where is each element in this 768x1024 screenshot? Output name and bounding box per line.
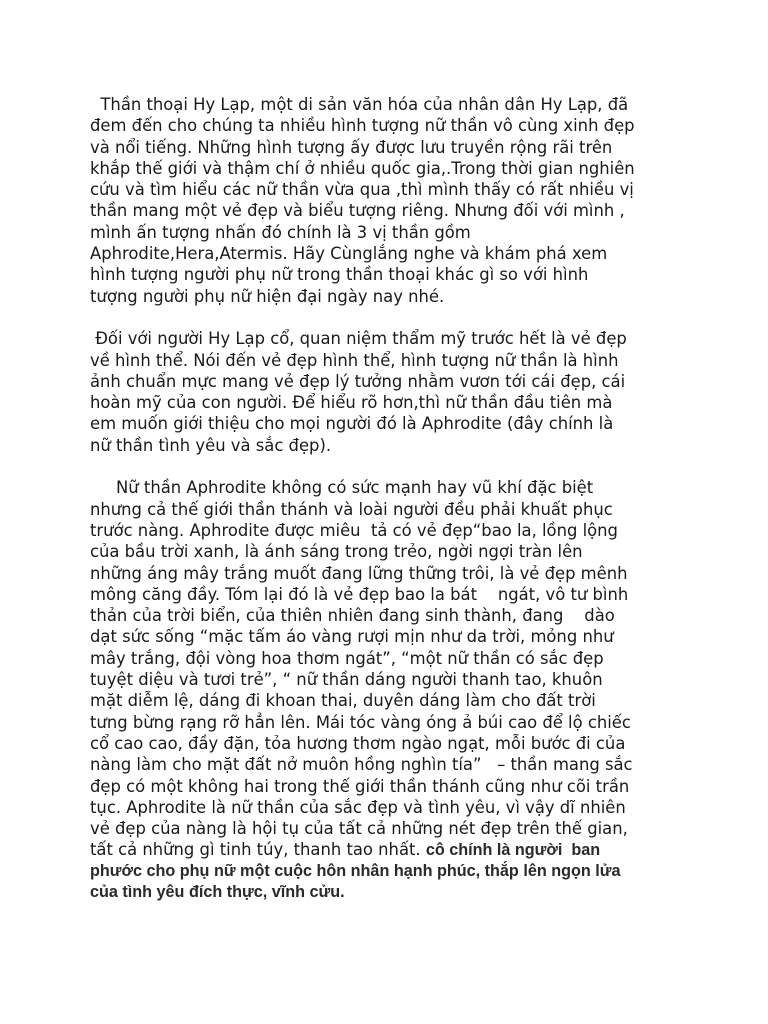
text-line: những áng mây trắng muốt đang lững thững trôi, là vẻ đẹp mênh: [90, 563, 628, 583]
text-line: và nổi tiếng. Những hình tượng ấy được lưu truyền rộng rãi trên: [90, 137, 613, 157]
text-line: khắp thế giới và thậm chí ở nhiều quốc gia,.Trong thời gian nghiên: [90, 158, 635, 178]
bold-text-segment: cô chính là người ban: [425, 841, 601, 860]
bold-text-line: phước cho phụ nữ một cuộc hôn nhân hạnh phúc, thắp lên ngọn lửa: [90, 861, 621, 880]
text-line: ảnh chuẩn mực mang vẻ đẹp lý tưởng nhằm vươn tới cái đẹp, cái: [90, 371, 626, 391]
paragraph-spacer: [90, 456, 686, 477]
text-line: mông căng đầy. Tóm lại đó là vẻ đẹp bao la bát ngát, vô tư bình: [90, 584, 629, 604]
text-line: đẹp có một không hai trong thế giới thần thánh cũng như cõi trần: [90, 776, 630, 796]
text-line: nữ thần tình yêu và sắc đẹp).: [90, 435, 332, 455]
text-line: tưng bừng rạng rỡ hẳn lên. Mái tóc vàng óng ả búi cao để lộ chiếc: [90, 712, 631, 732]
text-line: cứu và tìm hiểu các nữ thần vừa qua ,thì mình thấy có rất nhiều vị: [90, 180, 634, 200]
paragraph-spacer: [90, 307, 686, 328]
text-line: thản của trời biển, của thiên nhiên đang sinh thành, đang dào: [90, 606, 615, 626]
paragraph-1: [90, 94, 686, 307]
text-line: tượng người phụ nữ hiện đại ngày nay nhé.: [90, 286, 445, 306]
text-line: Đối với người Hy Lạp cổ, quan niệm thẩm mỹ trước hết là vẻ đẹp: [90, 329, 627, 349]
text-line: cổ cao cao, đầy đặn, tỏa hương thơm ngào ngạt, mỗi bước đi của: [90, 733, 626, 753]
text-line: vẻ đẹp của nàng là hội tụ của tất cả những nét đẹp trên thế gian,: [90, 819, 628, 839]
text-line: Thần thoại Hy Lạp, một di sản văn hóa của nhân dân Hy Lạp, đã: [90, 95, 629, 114]
paragraph-3: [90, 477, 686, 903]
text-line: Aphrodite,Hera,Atermis. Hãy Cùnglắng nghe và khám phá xem: [90, 244, 608, 264]
text-line: nàng làm cho mặt đất nở muôn hồng nghìn tía” – thần mang sắc: [90, 755, 633, 775]
text-line: tuyệt diệu và tươi trẻ”, “ nữ thần dáng người thanh tao, khuôn: [90, 670, 603, 690]
text-line: dạt sức sống “mặc tấm áo vàng rượi mịn như da trời, mỏng như: [90, 627, 614, 647]
text-line: hoàn mỹ của con người. Để hiểu rõ hơn,thì nữ thần đầu tiên mà: [90, 393, 613, 413]
bold-text-line: của tình yêu đích thực, vĩnh cửu.: [90, 882, 345, 901]
text-line: thần mang một vẻ đẹp và biểu tượng riêng. Nhưng đối với mình ,: [90, 201, 625, 221]
paragraph-2: [90, 328, 686, 456]
text-line: mình ấn tượng nhấn đó chính là 3 vị thần gồm: [90, 222, 471, 242]
text-line: nhưng cả thế giới thần thánh và loài người đều phải khuất phục: [90, 499, 613, 519]
text-line: tục. Aphrodite là nữ thần của sắc đẹp và tình yêu, vì vậy dĩ nhiên: [90, 797, 626, 817]
text-line: mây trắng, đội vòng hoa thơm ngát”, “một nữ thần có sắc đẹp: [90, 648, 604, 668]
text-line: về hình thể. Nói đến vẻ đẹp hình thể, hình tượng nữ thần là hình: [90, 350, 619, 370]
text-line: Nữ thần Aphrodite không có sức mạnh hay vũ khí đặc biệt: [90, 478, 594, 498]
text-line: hình tượng người phụ nữ trong thần thoại khác gì so với hình: [90, 265, 589, 285]
text-line: mặt diễm lệ, dáng đi khoan thai, duyên dáng làm cho đất trời: [90, 691, 596, 711]
normal-text-segment: tất cả những gì tinh túy, thanh tao nhất.: [90, 840, 426, 860]
text-line: của bầu trời xanh, là ánh sáng trong trẻo, ngời ngợi tràn lên: [90, 542, 583, 562]
mixed-text-line: [90, 839, 686, 860]
text-line: đem đến cho chúng ta nhiều hình tượng nữ thần vô cùng xinh đẹp: [90, 116, 635, 136]
document-body: [90, 94, 686, 903]
text-line: trước nàng. Aphrodite được miêu tả có vẻ đẹp“bao la, lồng lộng: [90, 520, 618, 540]
text-line: em muốn giới thiệu cho mọi người đó là Aphrodite (đây chính là: [90, 414, 614, 434]
